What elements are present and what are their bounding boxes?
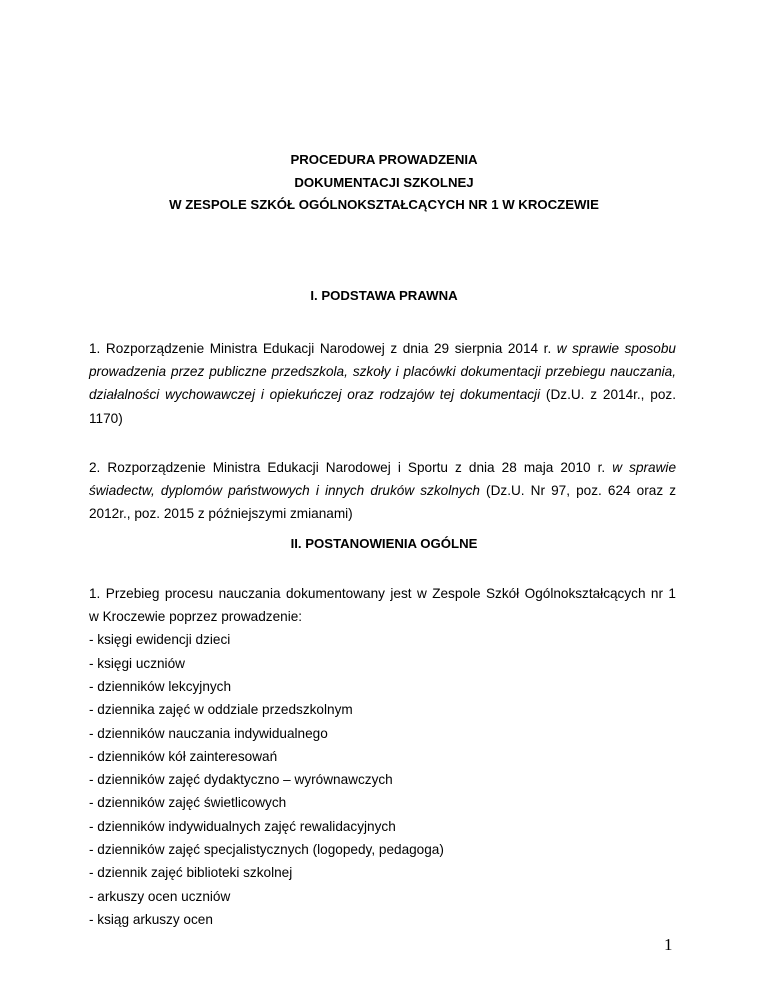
- item-1-italic: w sprawie sposobu prowadzenia przez publiczne przedszkola, szkoły i placówki dokumentacji przebiegu nauczania, działalności wychowawczej i opiekuńczej oraz rodzajów tej dokumentacji: [89, 341, 676, 403]
- item-1-lead: 1. Rozporządzenie Ministra Edukacji Narodowej z dnia 29 sierpnia 2014 r.: [89, 341, 557, 356]
- legal-basis-item-2: [89, 456, 676, 526]
- item-2-lead: 2. Rozporządzenie Ministra Edukacji Narodowej i Sportu z dnia 28 maja 2010 r.: [89, 460, 613, 475]
- list-item: - dziennik zajęć biblioteki szkolnej: [89, 865, 293, 881]
- list-item: - dzienników indywidualnych zajęć rewalidacyjnych: [89, 818, 396, 834]
- list-item: - dzienników zajęć świetlicowych: [89, 795, 287, 811]
- documentation-list: [89, 628, 676, 931]
- provisions-intro-line-2: w Kroczewie poprzez prowadzenie:: [89, 609, 303, 625]
- list-item: - dzienników kół zainteresowań: [89, 748, 278, 764]
- legal-basis-item-1: [89, 337, 676, 430]
- list-item: - księgi ewidencji dzieci: [89, 632, 231, 648]
- list-item: - dzienników zajęć dydaktyczno – wyrównawczych: [89, 772, 393, 788]
- title-line-3: W ZESPOLE SZKÓŁ OGÓLNOKSZTAŁCĄCYCH NR 1 W KROCZEWIE: [169, 197, 599, 212]
- list-item: - dzienników lekcyjnych: [89, 679, 232, 694]
- general-provisions-block: [89, 582, 676, 931]
- section-heading-general-provisions: II. POSTANOWIENIA OGÓLNE: [290, 536, 478, 551]
- section-heading-legal-basis: I. PODSTAWA PRAWNA: [310, 288, 458, 303]
- list-item: - dzienników nauczania indywidualnego: [89, 725, 328, 741]
- list-item: - księgi uczniów: [89, 655, 185, 671]
- list-item: - arkuszy ocen uczniów: [89, 888, 231, 904]
- item-1-tail: (Dz.U. z 2014r., poz. 1170): [89, 387, 676, 426]
- item-2-italic: w sprawie świadectw, dyplomów państwowych i innych druków szkolnych: [89, 460, 677, 499]
- provisions-intro-line-1: 1. Przebieg procesu nauczania dokumentowany jest w Zespole Szkół Ogólnokształcących nr 1: [89, 586, 676, 601]
- list-item: - dzienników zajęć specjalistycznych (logopedy, pedagoga): [89, 842, 444, 858]
- page-number: 1: [664, 935, 673, 954]
- title-line-1: PROCEDURA PROWADZENIA: [290, 152, 478, 167]
- list-item: - dziennika zajęć w oddziale przedszkolnym: [89, 702, 353, 718]
- list-item: - ksiąg arkuszy ocen: [89, 911, 213, 927]
- document-title: [0, 149, 768, 217]
- item-2-tail: (Dz.U. Nr 97, poz. 624 oraz z 2012r., poz. 2015 z późniejszymi zmianami): [89, 483, 677, 522]
- title-line-2: DOKUMENTACJI SZKOLNEJ: [294, 174, 474, 190]
